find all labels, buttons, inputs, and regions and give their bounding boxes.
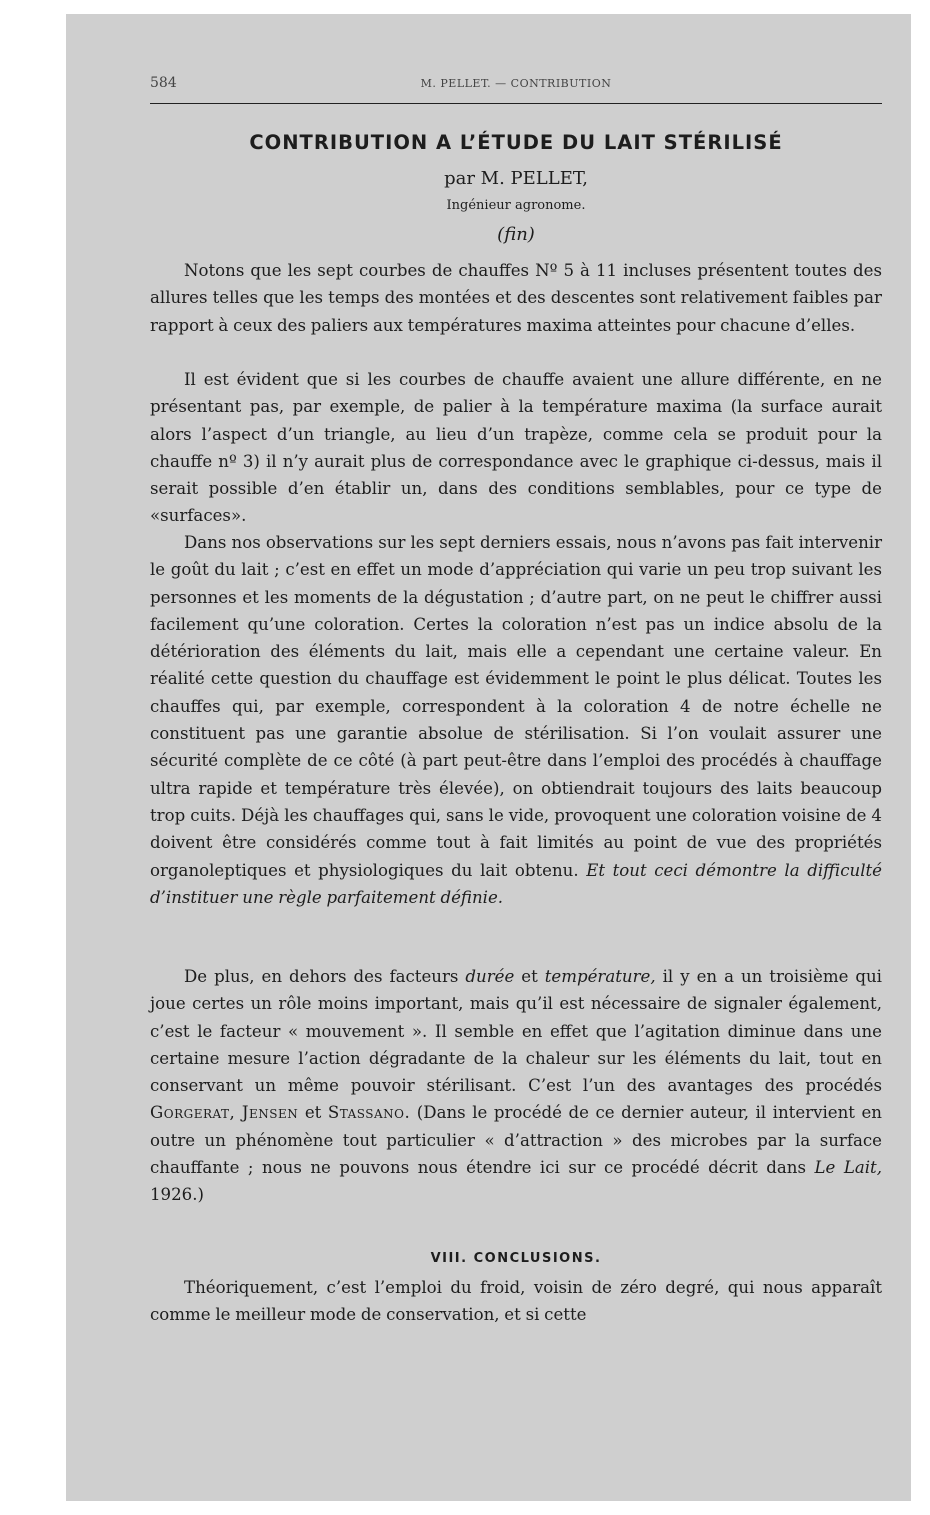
paragraph-3-emphasis: Et tout ceci démontre la difficulté d’instituer une règle parfaitement définie. bbox=[150, 860, 882, 907]
author-affiliation: Ingénieur agronome. bbox=[446, 198, 586, 213]
section-heading-conclusions: VIII. CONCLUSIONS. bbox=[430, 1251, 602, 1266]
paragraph-3 bbox=[150, 529, 882, 911]
running-header bbox=[150, 75, 882, 95]
paragraph-1: Notons que les sept courbes de chauffes Nº 5 à 11 incluses présentent toutes des allures telles que les temps des montées et des descentes sont relativement faibles par rapport à ceux des paliers aux températures maxima atteintes pour chacune d’elles. bbox=[150, 261, 882, 335]
paragraph-3-text: Dans nos observations sur les sept derniers essais, nous n’avons pas fait intervenir le goût du lait ; c’est en effet un mode d’appréciation qui varie un peu trop suivant les personnes et les moments de la dégustation ; d’autre part, on ne peut le chiffrer aussi facilement qu’une coloration. Certes la coloration n’est pas un indice absolu de la détérioration des éléments du lait, mais elle a cependant une certaine valeur. En réalité cette question du chauffage est évidemment le point le plus délicat. Toutes les chauffes qui, par exemple, correspondent à la coloration 4 de notre échelle ne constituent pas une garantie absolue de stérilisation. Si l’on voulait assurer une sécurité complète de ce côté (à part peut-être dans l’emploi des procédés à chauffage ultra rapide et température très élevée), on obtiendrait toujours des laits beaucoup trop cuits. Déjà les chauffages qui, sans le vide, provoquent une coloration voisine de 4 doivent être considérés comme tout à fait limités au point de vue des propriétés organoleptiques et physiologiques du lait obtenu. bbox=[150, 533, 882, 880]
p4-jensen: Jensen bbox=[241, 1103, 299, 1123]
paragraph-2: Il est évident que si les courbes de chauffe avaient une allure différente, en ne présentant pas, par exemple, de palier à la température maxima (la surface aurait alors l’aspect d’un triangle, au lieu d’un trapèze, comme cela se produit pour la chauffe nº 3) il n’y aurait plus de correspondance avec le graphique ci-dessus, mais il serait possible d’en établir un, dans des conditions semblables, pour ce type de «surfaces». bbox=[150, 370, 882, 526]
running-title: M. PELLET. — CONTRIBUTION bbox=[420, 77, 612, 90]
p4-temperature: température, bbox=[544, 967, 656, 986]
article-title: CONTRIBUTION A L’ÉTUDE DU LAIT STÉRILISÉ bbox=[249, 131, 783, 154]
p4-text-f: 1926.) bbox=[150, 1185, 204, 1205]
document-page bbox=[150, 0, 882, 1515]
p4-duree: durée bbox=[465, 967, 515, 986]
p4-le-lait: Le Lait, bbox=[814, 1158, 882, 1178]
author-byline: par M. PELLET, bbox=[444, 168, 588, 189]
page-number: 584 bbox=[150, 75, 177, 91]
p4-stassano: Stassano. bbox=[327, 1103, 411, 1123]
paragraph-5: Théoriquement, c’est l’emploi du froid, voisin de zéro degré, qui nous apparaît comme le meilleur mode de conservation, et si cette bbox=[150, 1278, 882, 1325]
p4-text-a: De plus, en dehors des facteurs bbox=[184, 967, 459, 986]
p4-text-b: et bbox=[521, 967, 538, 986]
p4-text-c: il y en a un troisième qui joue certes un rôle moins important, mais qu’il est nécessaire de signaler également, c’est le facteur « mouvement ». Il semble en effet que l’agitation diminue dans une certaine mesure l’action dégradante de la chaleur sur les éléments du lait, tout en conservant un même pouvoir stérilisant. C’est l’un des avantages des procédés bbox=[150, 967, 882, 1096]
continuation-marker: (fin) bbox=[497, 224, 535, 245]
paragraph-4 bbox=[150, 963, 882, 1209]
p4-gorgerat: Gorgerat, bbox=[150, 1103, 236, 1123]
p4-text-d: et bbox=[304, 1103, 322, 1123]
header-rule bbox=[150, 103, 882, 104]
p4-text-e: (Dans le procédé de ce dernier auteur, il intervient en outre un phénomène tout particulier « d’attraction » des microbes par la surface chauffante ; nous ne pouvons nous étendre ici sur ce procédé décrit dans bbox=[150, 1103, 882, 1178]
